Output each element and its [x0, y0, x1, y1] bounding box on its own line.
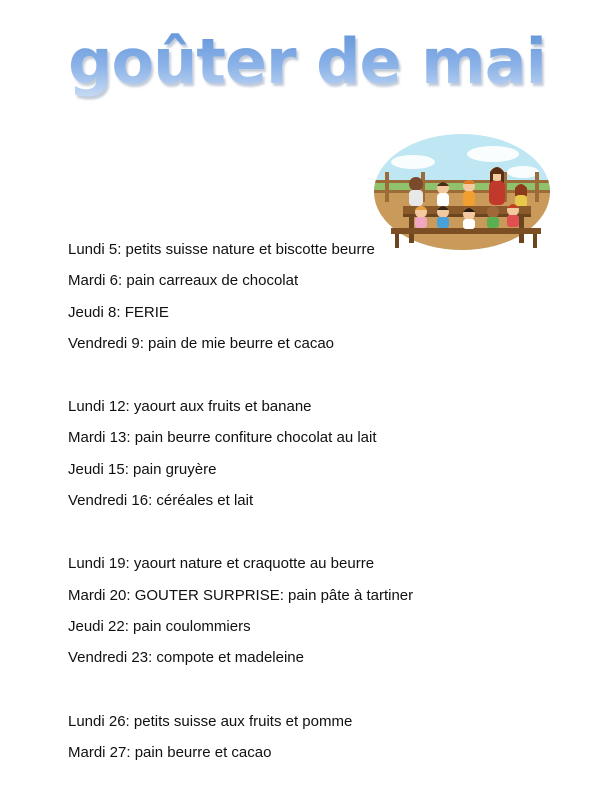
week-gap [68, 365, 588, 397]
menu-line: Jeudi 8: FERIE [68, 303, 169, 321]
menu-line: Mardi 27: pain beurre et cacao [68, 743, 272, 761]
menu-line: Vendredi 9: pain de mie beurre et cacao [68, 334, 335, 352]
menu-line: Jeudi 22: pain coulommiers [68, 617, 251, 635]
menu-line: Lundi 19: yaourt nature et craquotte au beurre [68, 555, 375, 573]
menu-line: Vendredi 16: céréales et lait [68, 492, 254, 510]
menu-line: Vendredi 23: compote et madeleine [68, 649, 304, 667]
menu-line: Jeudi 15: pain gruyère [68, 460, 217, 478]
menu-line: Lundi 12: yaourt aux fruits et banane [68, 398, 312, 416]
week-gap [68, 680, 588, 712]
page-title: goûter de mai [0, 22, 614, 102]
menu-line: Mardi 6: pain carreaux de chocolat [68, 272, 299, 290]
menu-line: Mardi 20: GOUTER SURPRISE: pain pâte à tartiner [68, 586, 414, 604]
week-2 [68, 397, 588, 522]
week-1 [68, 240, 588, 365]
week-3 [68, 554, 588, 679]
menu-line: Lundi 5: petits suisse nature et biscotte beurre [68, 241, 375, 258]
menu-line: Mardi 13: pain beurre confiture chocolat au lait [68, 429, 377, 447]
menu-line: Lundi 26: petits suisse aux fruits et pomme [68, 712, 353, 730]
week-gap [68, 522, 588, 554]
menu-list [68, 240, 588, 774]
week-4 [68, 712, 588, 775]
